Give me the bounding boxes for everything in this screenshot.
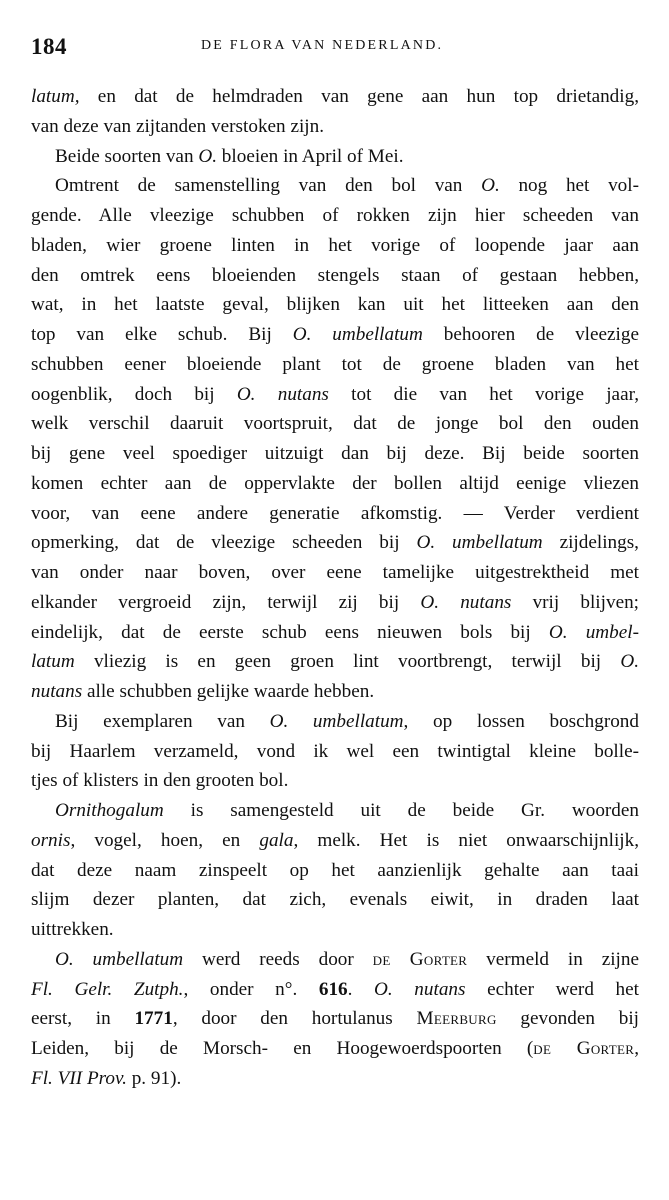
text-segment: Beide soorten van (55, 145, 199, 167)
text-line (31, 409, 639, 439)
text-line (31, 82, 639, 112)
text-segment: , onder n°. (183, 978, 319, 1000)
text-line (31, 1034, 639, 1064)
text-segment: bloeien in April of Mei. (217, 145, 404, 167)
text-segment: komen echter aan de oppervlakte der bollen altijd eenige vliezen (31, 472, 639, 494)
text-line (31, 1004, 639, 1034)
italic-text: O. (620, 651, 639, 673)
text-segment: top van elke schub. Bij (31, 324, 293, 345)
text-segment: , melk. Het is niet onwaarschijnlijk, (293, 829, 639, 851)
text-segment: Bij exemplaren van (55, 710, 270, 732)
text-segment: gende. Alle vleezige schubben of rokken zijn hier scheeden van (31, 205, 639, 226)
italic-text: latum (31, 651, 75, 673)
text-segment: , (634, 1038, 639, 1059)
text-segment: Leiden, bij de Morsch- en Hoogewoerdspoorten ( (31, 1038, 534, 1059)
text-segment: den omtrek eens bloeienden stengels staan of gestaan hebben, (31, 264, 639, 286)
text-line (31, 766, 639, 796)
text-segment: bladen, wier groene linten in het vorige of loopende jaar aan (31, 234, 639, 256)
text-segment: echter werd het (465, 978, 639, 1000)
text-segment: vliezig is en geen groen lint voortbrengt, terwijl bij (74, 651, 621, 673)
italic-text: O. nutans (374, 978, 466, 1000)
italic-text: nutans (31, 681, 83, 702)
text-line (31, 261, 639, 291)
text-line (31, 826, 639, 856)
text-segment: slijm dezer planten, dat zich, evenals eiwit, in draden laat (31, 889, 639, 911)
italic-text: O. umbellatum (269, 710, 404, 732)
text-line (31, 171, 639, 201)
text-line (31, 885, 639, 915)
small-caps-name: de Gorter (533, 1038, 635, 1059)
bold-number: 616 (318, 978, 348, 1000)
text-segment: tjes of klisters in den grooten bol. (31, 770, 289, 792)
text-line (31, 647, 639, 677)
text-segment: p. 91). (126, 1067, 182, 1089)
text-line (31, 231, 639, 261)
text-segment: bij Haarlem verzameld, vond ik wel een twintigtal kleine bolle- (31, 740, 639, 762)
text-line (31, 201, 639, 231)
text-segment: wat, in het laatste geval, blijken kan uit het litteeken aan den (31, 294, 639, 316)
text-line (31, 945, 639, 975)
text-line (31, 558, 639, 588)
text-line (31, 320, 639, 350)
text-line (31, 528, 639, 558)
text-segment: bij gene veel spoediger uitzuigt dan bij deze. Bij beide soorten (31, 443, 639, 464)
text-segment: oogenblik, doch bij (31, 383, 237, 405)
italic-text: O. umbellatum (416, 532, 543, 554)
running-title: DE FLORA VAN NEDERLAND. (201, 38, 444, 53)
text-line (31, 380, 639, 410)
italic-text: O. umbel- (548, 621, 639, 643)
italic-text: O. nutans (236, 383, 329, 405)
text-segment: van onder naar boven, over eene tamelijke uitgestrektheid met (31, 562, 639, 583)
text-segment: schubben eener bloeiende plant tot de groene bladen van het (31, 353, 639, 375)
text-segment: opmerking, dat de vleezige scheeden bij (31, 532, 417, 554)
text-segment: tot die van het vorige jaar, (328, 383, 639, 405)
text-line (31, 350, 639, 380)
text-segment: eindelijk, dat de eerste schub eens nieuwen bols bij (31, 621, 549, 643)
text-segment: . (347, 978, 375, 1000)
text-segment: welk verschil daaruit voortspruit, dat de jonge bol den ouden (31, 413, 639, 435)
text-segment: , door den hortulanus (172, 1008, 417, 1030)
italic-text: Ornithogalum (55, 800, 164, 821)
italic-text: Fl. VII Prov. (31, 1067, 127, 1089)
italic-text: gala (259, 829, 294, 851)
italic-text: ornis (31, 829, 71, 851)
italic-text: Fl. Gelr. Zutph. (31, 978, 184, 1000)
italic-text: O. (198, 145, 217, 167)
text-line (31, 1064, 639, 1094)
text-segment: dat deze naam zinspeelt op het aanzienlijk gehalte aan taai (31, 859, 639, 881)
italic-text: O. (481, 175, 500, 197)
text-segment: , op lossen boschgrond (403, 710, 639, 732)
text-segment: , vogel, hoen, en (70, 829, 260, 851)
text-line (31, 796, 639, 826)
bold-number: 1771 (134, 1008, 173, 1030)
text-segment: vermeld in zijne (467, 948, 639, 970)
text-line (31, 707, 639, 737)
text-segment: eerst, in (31, 1008, 135, 1030)
italic-text: O. umbellatum (55, 948, 184, 970)
text-segment: behooren de vleezige (422, 324, 639, 345)
italic-text: latum, (31, 86, 80, 107)
text-line (31, 856, 639, 886)
text-segment: nog het vol- (499, 175, 639, 197)
text-line (31, 618, 639, 648)
italic-text: O. nutans (420, 591, 512, 613)
text-segment: Omtrent de samenstelling van den bol van (55, 175, 482, 197)
text-segment: elkander vergroeid zijn, terwijl zij bij (31, 591, 421, 613)
text-line (31, 112, 639, 142)
body-text (31, 82, 639, 1094)
page-number: 184 (31, 34, 67, 59)
text-line (31, 975, 639, 1005)
page-header (31, 34, 643, 64)
text-segment: en dat de helmdraden van gene aan hun top drietandig, (79, 86, 639, 107)
text-line (31, 439, 639, 469)
text-segment: gevonden bij (496, 1008, 639, 1030)
text-segment: werd reeds door (183, 948, 373, 970)
text-segment: is samengesteld uit de beide Gr. woorden (163, 800, 639, 821)
text-line (31, 290, 639, 320)
italic-text: O. umbellatum (292, 324, 423, 345)
text-line (31, 499, 639, 529)
text-line (31, 915, 639, 945)
text-line (31, 588, 639, 618)
text-line (31, 737, 639, 767)
small-caps-name: Meerburg (416, 1008, 497, 1030)
text-segment: van deze van zijtanden verstoken zijn. (31, 115, 325, 137)
text-segment: alle schubben gelijke waarde hebben. (82, 681, 375, 702)
text-segment: vrij blijven; (511, 591, 639, 613)
text-line (31, 469, 639, 499)
small-caps-name: de Gorter (372, 948, 468, 970)
text-line (31, 677, 639, 707)
text-segment: zijdelings, (542, 532, 639, 554)
text-line (31, 142, 639, 172)
text-segment: uittrekken. (31, 919, 114, 940)
text-segment: voor, van eene andere generatie afkomstig. — Verder verdient (31, 502, 639, 524)
